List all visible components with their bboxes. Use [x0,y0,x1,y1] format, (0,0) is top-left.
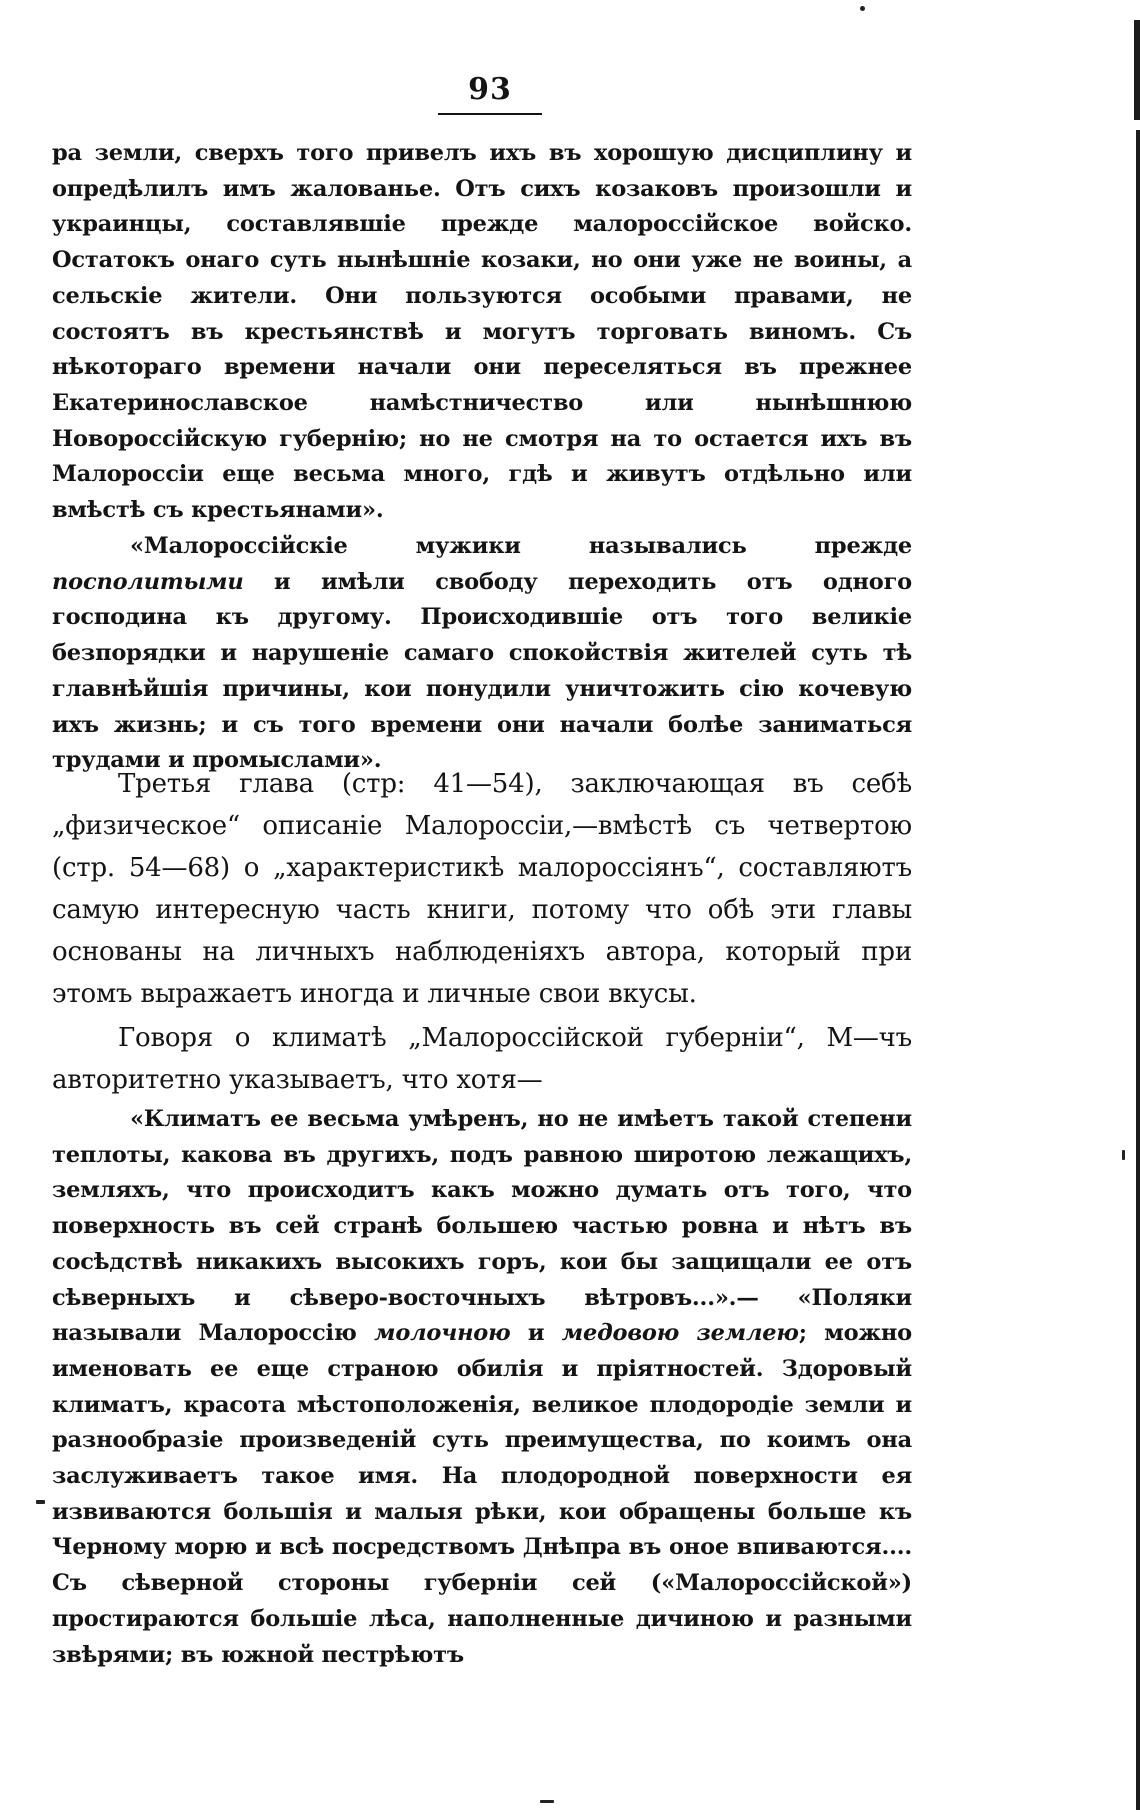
quote-paragraph [52,529,912,779]
quote-text: и [510,1320,562,1347]
body-paragraph: Говоря о климатѣ „Малороссійской губерніи“, М—чъ авторитетно указываетъ, что хотя— [52,1023,912,1095]
scan-speck [540,1800,554,1803]
body-paragraph: Третья глава (стр: 41—54), заключающая въ себѣ „физическое“ описаніе Малороссіи,—вмѣстѣ съ четвертою (стр. 54—68) о „характеристикѣ малороссіянъ“, составляютъ самую интересную часть книги, потому что обѣ эти главы основаны на личныхъ наблюденіяхъ автора, который при этомъ выражаетъ иногда и личные свои вкусы. [52,769,912,1009]
page-edge-shadow [1134,20,1140,120]
page-number: 93 [438,72,542,115]
scan-speck [1122,1150,1125,1160]
emphasized-term: медовою землею [561,1320,799,1347]
emphasized-term: молочною [374,1320,511,1347]
quote-text: ; можно именовать ее еще страною обилія и пріятностей. Здоровый климатъ, красота мѣстоположенія, великое плодородіе земли и разнообразіе произведеній суть преимущества, по коимъ она заслуживаетъ такое имя. На плодородной поверхности ея извиваются большія и малыя рѣки, кои обращены больше къ Черному морю и всѣ посредствомъ Днѣпра въ оное впиваются.... Съ сѣверной стороны губерніи сей («Малороссійской») простираются большіе лѣса, наполненные дичиною и разными звѣрями; въ южной пестрѣютъ [52,1320,912,1668]
quote-paragraph [52,1102,912,1673]
quote-text: и имѣли свободу переходить отъ одного господина къ другому. Происходившіе отъ того великіе безпорядки и нарушеніе самаго спокойствія жителей суть тѣ главнѣйшія причины, кои понудили уничтожить сію кочевую ихъ жизнь; и съ того времени они начали болѣе заниматься трудами и промыслами». [52,568,912,774]
page-edge-shadow [1136,130,1140,1810]
quote-text: «Малороссійскіе мужики назывались прежде [130,533,912,559]
quote-paragraph: ра земли, сверхъ того привелъ ихъ въ хорошую дисциплину и опредѣлилъ имъ жалованье. Отъ сихъ козаковъ произошли и украинцы, составлявшіе прежде малороссійское войско. Остатокъ онаго суть нынѣшніе козаки, но они уже не воины, а сельскіе жители. Они пользуются особыми правами, не состоятъ въ крестьянствѣ и могутъ торговать виномъ. Съ нѣкотораго времени начали они переселяться въ прежнее Екатеринославское намѣстничество или нынѣшнюю Новороссійскую губернію; но не смотря на то остается ихъ въ Малороссіи еще весьма много, гдѣ и живутъ отдѣльно или вмѣстѣ съ крестьянами». [52,140,912,524]
emphasized-term: посполитыми [52,568,244,595]
scan-speck [36,1500,45,1504]
scan-speck [860,6,865,11]
quote-text: «Климатъ ее весьма умѣренъ, но не имѣетъ такой степени теплоты, какова въ другихъ, подъ равною широтою лежащихъ, земляхъ, что происходитъ какъ можно думать отъ того, что поверхность въ сей странѣ большею частью ровна и нѣтъ въ сосѣдствѣ никакихъ высокихъ горъ, кои бы защищали ее отъ сѣверныхъ и сѣверо-восточныхъ вѣтровъ...».— «Поляки называли Малороссію [52,1106,912,1347]
